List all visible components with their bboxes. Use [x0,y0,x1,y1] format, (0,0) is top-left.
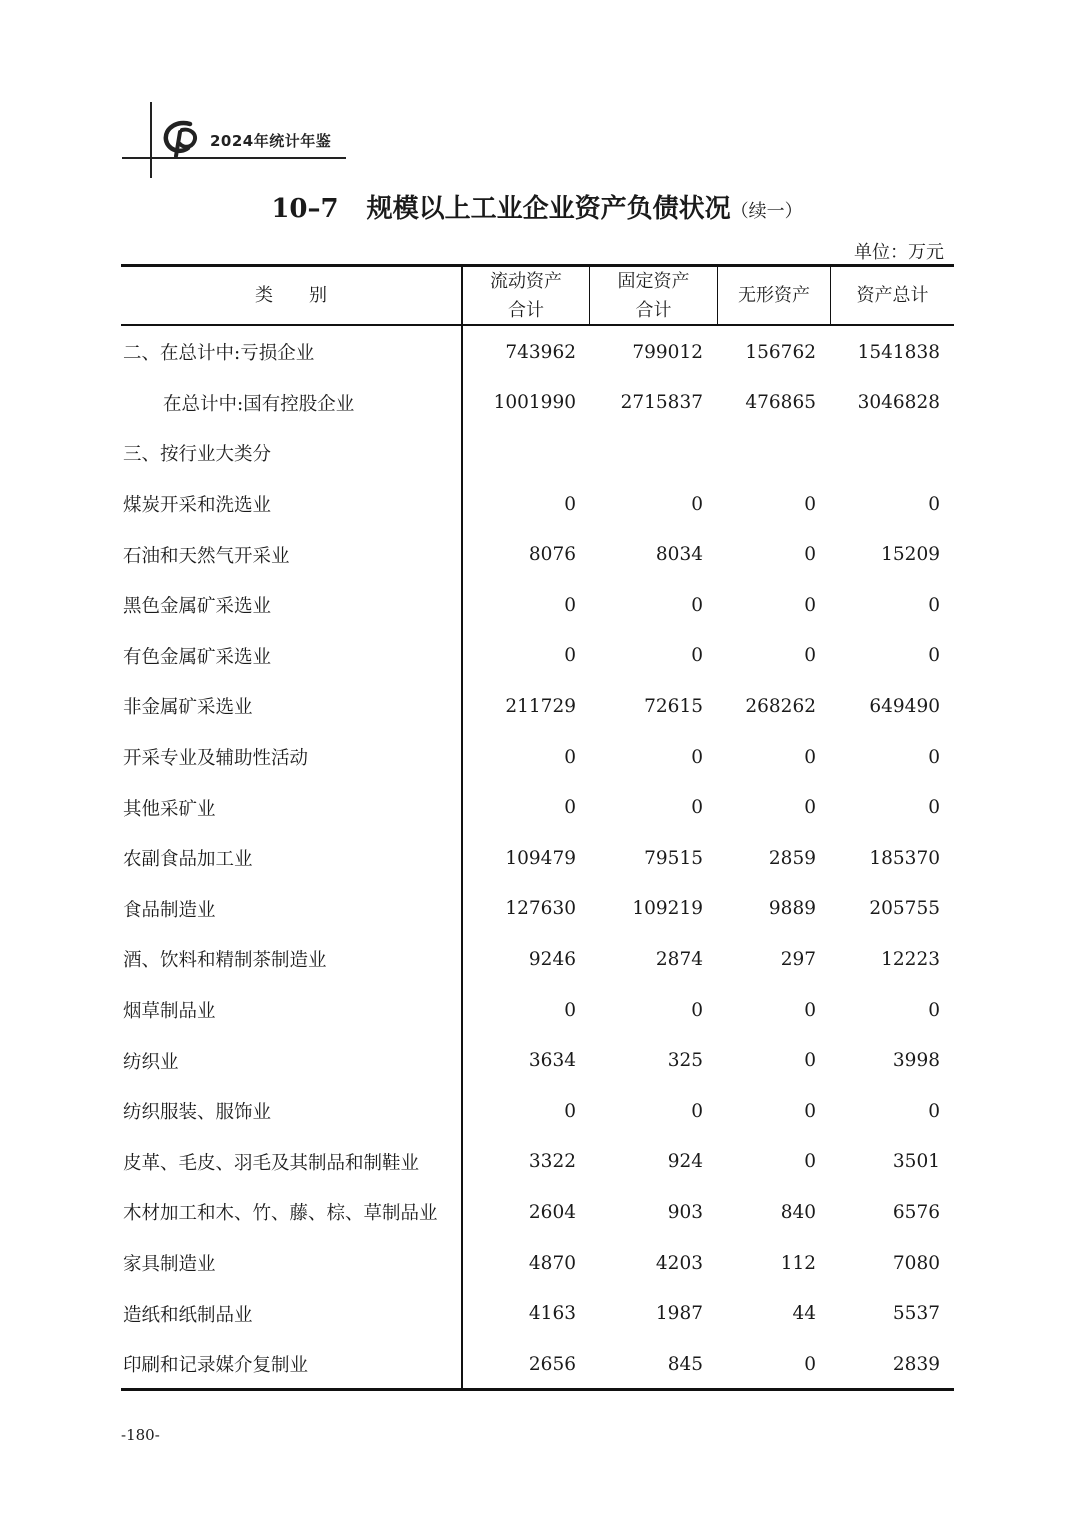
cell-v2: 8034 [655,544,703,566]
header-current-assets: 流动资产 合计 [490,270,562,321]
cell-v1: 3634 [528,1050,576,1072]
cell-v2: 0 [691,645,703,667]
table-row [121,782,954,833]
cell-v4: 0 [928,746,940,768]
cell-v2: 924 [667,1151,703,1173]
cell-v3: 268262 [745,695,816,717]
cell-v3: 840 [780,1201,816,1223]
row-label: 三、按行业大类分 [123,444,272,466]
cell-v1: 8076 [528,544,576,566]
cell-v2: 79515 [644,847,703,869]
cell-v3: 0 [804,1151,816,1173]
cell-v4: 1541838 [857,341,940,363]
row-label: 黑色金属矿采选业 [123,596,272,618]
table-row [121,732,954,783]
cell-v3: 0 [804,493,816,515]
cell-v1: 0 [564,594,576,616]
cell-v4: 205755 [869,898,940,920]
table-title [0,188,1074,225]
row-label: 非金属矿采选业 [123,697,253,719]
row-label: 酒、饮料和精制茶制造业 [123,950,327,972]
cell-v2: 845 [667,1353,703,1375]
cell-v4: 0 [928,594,940,616]
cell-v1: 109479 [505,847,576,869]
cell-v2: 0 [691,999,703,1021]
table-row [121,1187,954,1238]
cell-v1: 0 [564,746,576,768]
table-row [121,1086,954,1137]
cell-v2: 903 [667,1201,703,1223]
row-label: 造纸和纸制品业 [123,1304,253,1326]
cell-v2: 0 [691,746,703,768]
cell-v1: 0 [564,999,576,1021]
cell-v3: 112 [780,1252,816,1274]
table-title-suffix: （续一） [730,201,803,222]
table-row [121,884,954,935]
cell-v4: 185370 [869,847,940,869]
cell-v1: 0 [564,797,576,819]
table-row [121,833,954,884]
header-total-assets: 资产总计 [856,285,929,306]
cell-v3: 156762 [745,341,816,363]
cell-v4: 12223 [881,948,940,970]
row-label: 印刷和记录媒介复制业 [123,1355,309,1377]
row-label: 石油和天然气开采业 [123,545,290,567]
cell-v2: 325 [667,1050,703,1072]
header-horizontal-rule [122,157,346,159]
cell-v4: 15209 [881,544,940,566]
table-title-text: 规模以上工业企业资产负债状况 [366,194,731,224]
cell-v4: 7080 [892,1252,940,1274]
table-row [121,985,954,1036]
cell-v3: 0 [804,544,816,566]
table-number: 10–7 [271,194,339,224]
table-row [121,1288,954,1339]
row-label: 煤炭开采和洗选业 [123,495,272,517]
cell-v3: 0 [804,594,816,616]
cell-v4: 5537 [892,1303,940,1325]
cell-v3: 0 [804,645,816,667]
cell-v4: 3998 [892,1050,940,1072]
table-row [121,428,954,479]
cell-v4: 0 [928,999,940,1021]
cell-v1: 0 [564,645,576,667]
header-fixed-assets: 固定资产 合计 [617,270,690,321]
cell-v2: 2874 [655,948,703,970]
row-label: 有色金属矿采选业 [123,646,272,668]
row-label: 纺织业 [123,1051,179,1073]
page-number: -180- [121,1426,160,1444]
cell-v3: 0 [804,797,816,819]
cell-v1: 0 [564,493,576,515]
cell-v1: 2656 [528,1353,576,1375]
cell-v2: 0 [691,594,703,616]
cell-v1: 4163 [528,1303,576,1325]
table-row [121,1137,954,1188]
header-intangible-assets: 无形资产 [738,285,810,306]
row-label: 开采专业及辅助性活动 [123,748,309,770]
cell-v1: 4870 [528,1252,576,1274]
cell-v1: 127630 [505,898,576,920]
row-label: 食品制造业 [123,899,216,921]
cell-v2: 0 [691,1100,703,1122]
row-label: 皮革、毛皮、羽毛及其制品和制鞋业 [123,1152,420,1174]
cell-v4: 0 [928,797,940,819]
cell-v4: 6576 [892,1201,940,1223]
cell-v3: 0 [804,999,816,1021]
cell-v1: 211729 [505,695,576,717]
header-category: 类 别 [255,285,327,306]
cell-v4: 0 [928,493,940,515]
cell-v4: 3046828 [857,392,940,414]
cell-v1: 1001990 [493,392,576,414]
table-row [121,1035,954,1086]
cell-v1: 743962 [505,341,576,363]
cell-v3: 297 [780,948,816,970]
row-label: 木材加工和木、竹、藤、棕、草制品业 [123,1203,438,1225]
cell-v4: 649490 [869,695,940,717]
row-label: 纺织服装、服饰业 [123,1102,272,1124]
table-row [121,1238,954,1289]
row-label: 烟草制品业 [123,1001,216,1023]
cell-v4: 0 [928,645,940,667]
row-label: 农副食品加工业 [123,849,253,871]
cell-v3: 0 [804,1050,816,1072]
cell-v1: 2604 [528,1201,576,1223]
header-vertical-rule [150,102,152,178]
cell-v1: 0 [564,1100,576,1122]
cell-v3: 0 [804,1353,816,1375]
cell-v3: 476865 [745,392,816,414]
table-row [121,529,954,580]
unit-label: 单位：万元 [854,242,944,263]
cell-v4: 3501 [892,1151,940,1173]
cell-v3: 0 [804,1100,816,1122]
cell-v2: 72615 [644,695,703,717]
cell-v2: 1987 [655,1303,703,1325]
cell-v2: 0 [691,797,703,819]
cell-v2: 4203 [655,1252,703,1274]
table-row [121,631,954,682]
yearbook-label: 2024年统计年鉴 [210,132,332,150]
cell-v2: 2715837 [620,392,703,414]
row-label: 其他采矿业 [123,798,216,820]
cell-v3: 2859 [768,847,816,869]
cell-v4: 0 [928,1100,940,1122]
cell-v1: 3322 [528,1151,576,1173]
cell-v1: 9246 [528,948,576,970]
cell-v2: 799012 [632,341,703,363]
row-label: 二、在总计中:亏损企业 [123,343,315,365]
row-label: 在总计中:国有控股企业 [163,393,355,415]
row-label: 家具制造业 [123,1254,216,1276]
cell-v3: 0 [804,746,816,768]
cell-v3: 9889 [768,898,816,920]
table-row [121,934,954,985]
table-row [121,580,954,631]
table-row [121,327,954,378]
cell-v2: 109219 [632,898,703,920]
yearbook-logo-icon [160,118,204,158]
cell-v3: 44 [792,1303,816,1325]
table-row [121,378,954,429]
table-row [121,1339,954,1390]
table-row [121,681,954,732]
cell-v4: 2839 [892,1353,940,1375]
table-row [121,479,954,530]
cell-v2: 0 [691,493,703,515]
